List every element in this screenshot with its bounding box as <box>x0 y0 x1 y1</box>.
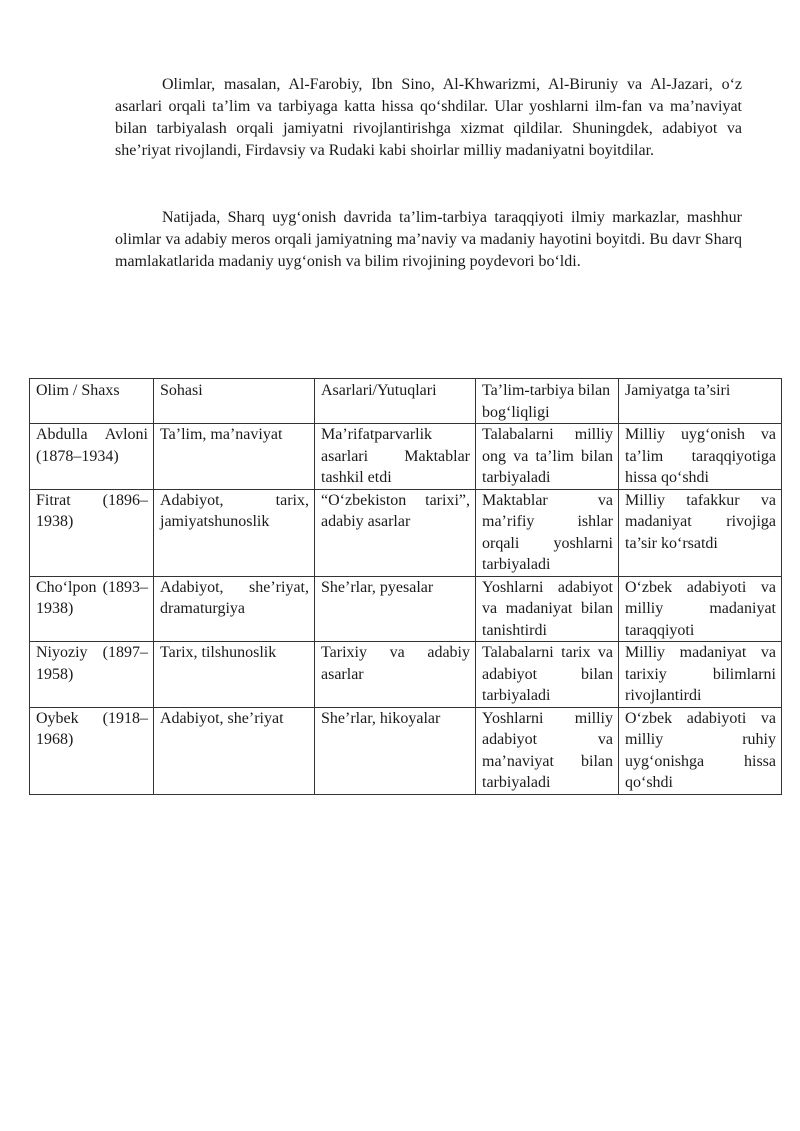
table-header-row <box>30 379 782 424</box>
table-cell-society-impact: Milliy uyg‘onish va ta’lim taraqqiyotiga hissa qo‘shdi <box>619 424 782 490</box>
header-cell-education-link: Ta’lim-tarbiya bilan bog‘liqligi <box>476 379 619 424</box>
table-cell-scholar: Fitrat (1896–1938) <box>30 489 154 576</box>
table-cell-society-impact: Milliy madaniyat va tarixiy bilimlarni rivojlantirdi <box>619 642 782 708</box>
table-row <box>30 424 782 490</box>
table-cell-society-impact: O‘zbek adabiyoti va milliy ruhiy uyg‘onishga hissa qo‘shdi <box>619 707 782 794</box>
table-cell-society-impact: Milliy tafakkur va madaniyat rivojiga ta’sir ko‘rsatdi <box>619 489 782 576</box>
table-cell-scholar: Niyoziy (1897–1958) <box>30 642 154 708</box>
table-cell-field: Adabiyot, she’riyat <box>154 707 315 794</box>
table-cell-works: She’rlar, pyesalar <box>315 576 476 642</box>
table-cell-works: Ma’rifatparvarlik asarlari Maktablar tashkil etdi <box>315 424 476 490</box>
header-cell-field: Sohasi <box>154 379 315 424</box>
table-cell-society-impact: O‘zbek adabiyoti va milliy madaniyat taraqqiyoti <box>619 576 782 642</box>
table-cell-education-link: Talabalarni milliy ong va ta’lim bilan tarbiyaladi <box>476 424 619 490</box>
table-cell-education-link: Yoshlarni milliy adabiyot va ma’naviyat bilan tarbiyaladi <box>476 707 619 794</box>
table-cell-scholar: Cho‘lpon (1893–1938) <box>30 576 154 642</box>
table-cell-works: Tarixiy va adabiy asarlar <box>315 642 476 708</box>
header-cell-society-impact: Jamiyatga ta’siri <box>619 379 782 424</box>
table-cell-works: “O‘zbekiston tarixi”, adabiy asarlar <box>315 489 476 576</box>
table-cell-education-link: Yoshlarni adabiyot va madaniyat bilan tanishtirdi <box>476 576 619 642</box>
paragraph-conclusion: Natijada, Sharq uyg‘onish davrida ta’lim-tarbiya taraqqiyoti ilmiy markazlar, mashhur olimlar va adabiy meros orqali jamiyatning ma’naviy va madaniy hayotini boyitdi. Bu davr Sharq mamlakatlarida madaniy uyg‘onish va bilim rivojining poydevori bo‘ldi. <box>115 209 742 270</box>
table-cell-field: Adabiyot, she’riyat, dramaturgiya <box>154 576 315 642</box>
table-cell-scholar: Oybek (1918–1968) <box>30 707 154 794</box>
table-cell-education-link: Talabalarni tarix va adabiyot bilan tarbiyaladi <box>476 642 619 708</box>
header-cell-works: Asarlari/Yutuqlari <box>315 379 476 424</box>
table-cell-scholar: Abdulla Avloni (1878–1934) <box>30 424 154 490</box>
table-cell-field: Ta’lim, ma’naviyat <box>154 424 315 490</box>
scholars-table <box>29 378 782 795</box>
table-cell-field: Adabiyot, tarix, jamiyatshunoslik <box>154 489 315 576</box>
table-row <box>30 707 782 794</box>
table-row <box>30 642 782 708</box>
table-cell-works: She’rlar, hikoyalar <box>315 707 476 794</box>
table-cell-field: Tarix, tilshunoslik <box>154 642 315 708</box>
table-cell-education-link: Maktablar va ma’rifiy ishlar orqali yoshlarni tarbiyaladi <box>476 489 619 576</box>
paragraph-scholars: Olimlar, masalan, Al-Farobiy, Ibn Sino, Al-Khwarizmi, Al-Biruniy va Al-Jazari, o‘z asarlari orqali ta’lim va tarbiyaga katta hissa qo‘shdilar. Ular yoshlarni ilm-fan va ma’naviyat bilan tarbiyalash orqali jamiyatni rivojlantirishga xizmat qildilar. Shuningdek, adabiyot va she’riyat rivojlandi, Firdavsiy va Rudaki kabi shoirlar milliy madaniyatni boyitdilar. <box>115 76 742 159</box>
table-row <box>30 489 782 576</box>
table-row <box>30 576 782 642</box>
header-cell-scholar: Olim / Shaxs <box>30 379 154 424</box>
